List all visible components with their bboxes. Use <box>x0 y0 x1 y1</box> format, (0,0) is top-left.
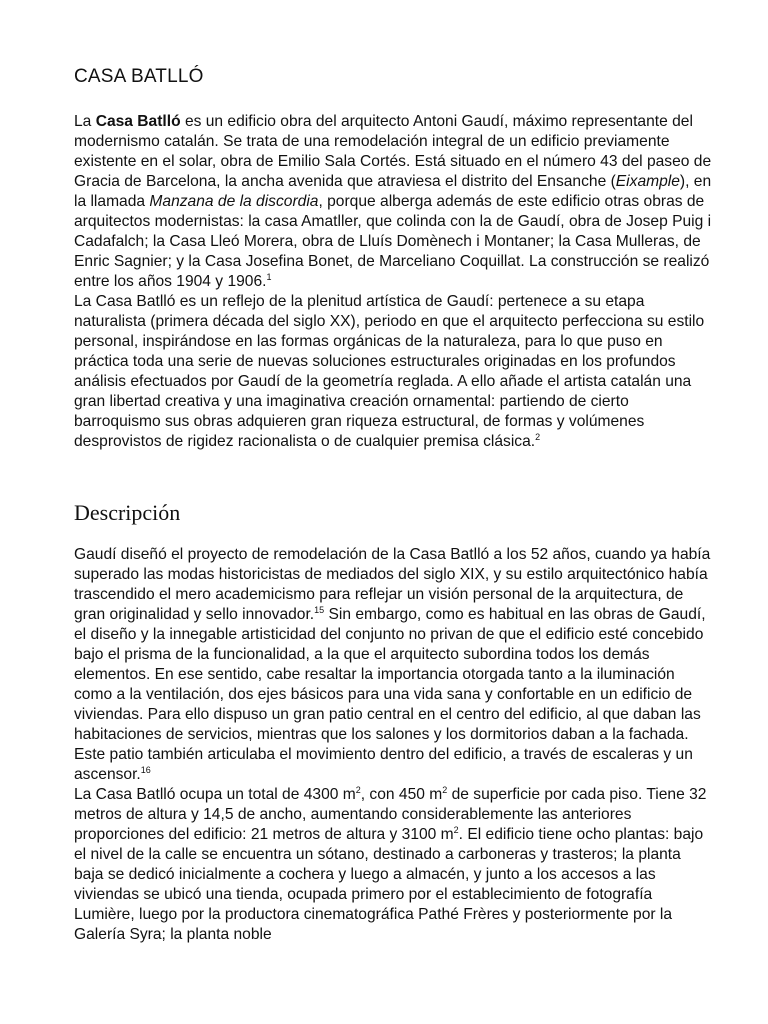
intro-p1-italic-eixample: Eixample <box>615 173 680 190</box>
desc-p2-text-3: de superficie por cada piso. Tiene 32 metros de altura y 14,5 de ancho, aumentando considerablemente las anteriores proporciones del edificio: 21 metros de altura y 3100 m <box>74 786 707 843</box>
intro-p1-text-4: , porque alberga además de este edificio otras obras de arquitectos modernistas: la casa Amatller, que colinda con la de Gaudí, obra de Josep Puig i Cadafalch; la Casa Lleó Morera, obra de Lluís Domènech i Montaner; la Casa Mulleras, de Enric Sagnier; y la Casa Josefina Bonet, de Marceliano Coquillat. La construcción se realizó entre los años 1904 y 1906. <box>74 193 712 290</box>
description-paragraph-2 <box>74 785 714 945</box>
desc-p2-text-4: . El edificio tiene ocho plantas: bajo el nivel de la calle se encuentra un sótano, destinado a carboneras y trasteros; la planta baja se dedicó inicialmente a cochera y luego a almacén, y junto a los accesos a las viviendas se ubicó una tienda, ocupada primero por el establecimiento de fotografía Lumière, luego por la productora cinematográfica Pathé Frères y posteriormente por la Galería Syra; la planta noble <box>74 826 704 943</box>
desc-p2-text-2: , con 450 m <box>360 786 443 803</box>
desc-p1-text-1: Gaudí diseñó el proyecto de remodelación de la Casa Batlló a los 52 años, cuando ya había superado las modas historicistas de mediados del siglo XIX, y su estilo arquitectónico había trascendido el mero academicismo para reflejar un visión personal de la arquitectura, de gran originalidad y sello innovador. <box>74 546 711 623</box>
intro-p1-text-2: es un edificio obra del arquitecto Antoni Gaudí, máximo representante del modernismo catalán. Se trata de una remodelación integral de un edificio previamente existente en el solar, obra de Emilio Sala Cortés. Está situado en el número 43 del paseo de Gracia de Barcelona, la ancha avenida que atraviesa el distrito del Ensanche ( <box>74 113 712 190</box>
footnote-ref-15: 15 <box>314 605 325 615</box>
description-paragraph-1 <box>74 545 714 785</box>
desc-p2-text-1: La Casa Batlló ocupa un total de 4300 m <box>74 786 356 803</box>
description-section <box>74 545 714 945</box>
intro-p1-bold-name: Casa Batlló <box>95 113 181 130</box>
desc-p1-text-2: Sin embargo, como es habitual en las obras de Gaudí, el diseño y la innegable artisticidad del conjunto no privan de que el edificio esté concebido bajo el prisma de la funcionalidad, a la que el arquitecto subordina todos los demás elementos. En ese sentido, cabe resaltar la importancia otorgada tanto a la iluminación como a la ventilación, dos ejes básicos para una vida sana y confortable en un edificio de viviendas. Para ello dispuso un gran patio central en el centro del edificio, al que daban las habitaciones de servicios, mientras que los salones y los dormitorios daban a la fachada. Este patio también articulaba el movimiento dentro del edificio, a través de escaleras y un ascensor. <box>74 606 706 783</box>
superscript-squared-2: 2 <box>442 785 448 795</box>
intro-p1-text-3: ), en la llamada <box>74 173 712 210</box>
footnote-ref-2: 2 <box>535 432 541 442</box>
section-heading-descripcion: Descripción <box>74 500 181 525</box>
intro-paragraph-1 <box>74 112 714 292</box>
intro-p2-text: La Casa Batlló es un reflejo de la plenitud artística de Gaudí: pertenece a su etapa naturalista (primera década del siglo XX), periodo en que el arquitecto perfecciona su estilo personal, inspirándose en las formas orgánicas de la naturaleza, para lo que puso en práctica toda una serie de nuevas soluciones estructurales originadas en los profundos análisis efectuados por Gaudí de la geometría reglada. A ello añade el artista catalán una gran libertad creativa y una imaginativa creación ornamental: partiendo de cierto barroquismo sus obras adquieren gran riqueza estructural, de formas y volúmenes desprovistos de rigidez racionalista o de cualquier premisa clásica. <box>74 293 705 450</box>
intro-section <box>74 112 714 452</box>
intro-p1-text-1: La <box>74 113 96 130</box>
superscript-squared-1: 2 <box>355 785 361 795</box>
document-title: CASA BATLLÓ <box>74 66 204 87</box>
superscript-squared-3: 2 <box>453 825 459 835</box>
intro-p1-italic-manzana: Manzana de la discordia <box>149 193 319 210</box>
intro-paragraph-2 <box>74 292 714 452</box>
footnote-ref-16: 16 <box>140 765 151 775</box>
footnote-ref-1: 1 <box>266 272 272 282</box>
